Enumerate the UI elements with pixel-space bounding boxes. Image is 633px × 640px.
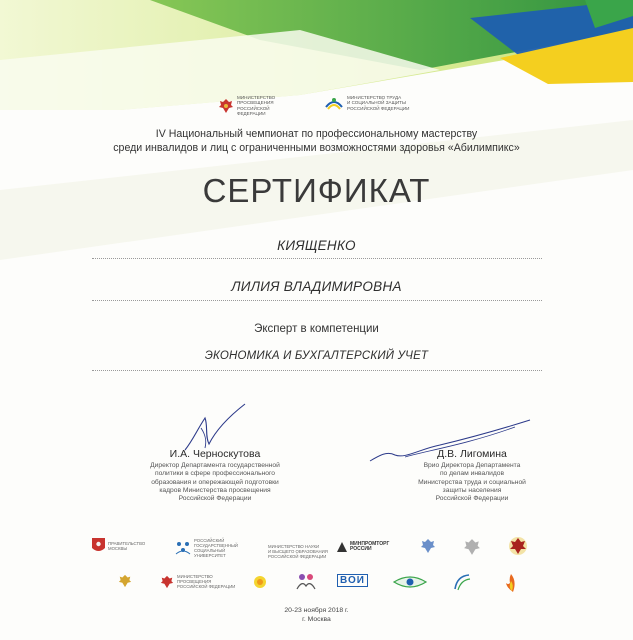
moscow-gov-text: ПРАВИТЕЛЬСТВО МОСКВЫ	[108, 541, 146, 551]
ministry-emblem-icon	[160, 575, 174, 589]
voi-logo	[337, 574, 368, 587]
championship-line-1: IV Национальный чемпионат по профессиональному мастерству	[155, 128, 478, 140]
minpromtorg-triangle-icon	[337, 542, 347, 552]
ministry-education-partner-logo	[160, 574, 235, 589]
russian-emblem-icon	[218, 98, 234, 114]
ministry-education-text: МИНИСТЕРСТВО ПРОСВЕЩЕНИЯ РОССИЙСКОЙ ФЕДЕРАЦИИ	[237, 95, 276, 117]
role-line: Эксперт в компетенции	[254, 323, 379, 335]
emblem-icon-2	[463, 538, 481, 556]
eagle-emblem-icon	[508, 536, 528, 556]
surname-dotted-line	[92, 258, 542, 259]
emblem-icon-3	[118, 574, 132, 588]
sun-logo-icon	[252, 574, 268, 590]
ministry-labor-text: МИНИСТЕРСТВО ТРУДА И СОЦИАЛЬНОЙ ЗАЩИТЫ РОССИЙСКОЙ ФЕДЕРАЦИИ	[347, 95, 410, 111]
minpromtorg-text: МИНПРОМТОРГ РОССИИ	[350, 541, 390, 552]
rgsu-people-icon	[175, 540, 191, 556]
signatory-right-role: Врио Директора Департамента по делам инвалидов Министерства труда и социальной защиты населения Российской Федерации	[418, 462, 526, 503]
moscow-gov-logo	[92, 538, 145, 554]
eye-logo-icon	[392, 574, 428, 590]
recipient-given-names: ЛИЛИЯ ВЛАДИМИРОВНА	[231, 279, 402, 294]
minobrnauki-text: МИНИСТЕРСТВО НАУКИ И ВЫСШЕГО ОБРАЗОВАНИЯ РОССИЙСКОЙ ФЕДЕРАЦИИ	[268, 544, 328, 559]
recipient-surname: КИЯЩЕНКО	[277, 238, 356, 253]
signatory-left-name: И.А. Черноскутова	[169, 448, 261, 460]
header-logos	[0, 93, 633, 123]
mintrud-emblem-icon	[324, 95, 344, 111]
championship-title	[0, 127, 633, 155]
rgsu-logo	[175, 538, 238, 558]
people-logo-icon	[296, 572, 316, 590]
signatory-right-name: Д.В. Лигомина	[437, 448, 507, 460]
signatory-left	[120, 448, 310, 503]
partner-logos	[0, 530, 633, 600]
given-names-dotted-line	[92, 300, 542, 301]
emblem-icon-1	[420, 538, 436, 554]
competence-name: ЭКОНОМИКА И БУХГАЛТЕРСКИЙ УЧЕТ	[204, 350, 429, 362]
competence-dotted-line	[92, 370, 542, 371]
wave-logo-icon	[452, 572, 472, 592]
signatory-right	[397, 448, 547, 503]
moscow-coat-of-arms-icon	[92, 538, 105, 554]
minobrnauki-logo	[265, 544, 328, 559]
event-date: 20-23 ноября 2018 г.	[284, 607, 349, 614]
championship-line-2: среди инвалидов и лиц с ограниченными возможностями здоровья «Абилимпикс»	[113, 142, 520, 154]
event-city: г. Москва	[302, 616, 331, 623]
signatory-left-role: Директор Департамента государственной политики в сфере профессионального образования и опережающей подготовки кадров Министерства просвещения Российской Федерации	[150, 462, 280, 503]
certificate-title: СЕРТИФИКАТ	[202, 172, 431, 209]
ministry-education-partner-text: МИНИСТЕРСТВО ПРОСВЕЩЕНИЯ РОССИЙСКОЙ ФЕДЕРАЦИИ	[177, 574, 236, 589]
ministry-labor-logo	[324, 95, 409, 111]
minpromtorg-logo	[337, 542, 389, 552]
flame-logo-icon	[500, 572, 522, 594]
voi-text: ВОИ	[337, 574, 368, 587]
ministry-education-logo	[218, 95, 275, 117]
rgsu-text: РОССИЙСКИЙ ГОСУДАРСТВЕННЫЙ СОЦИАЛЬНЫЙ УНИВЕРСИТЕТ	[194, 538, 238, 558]
